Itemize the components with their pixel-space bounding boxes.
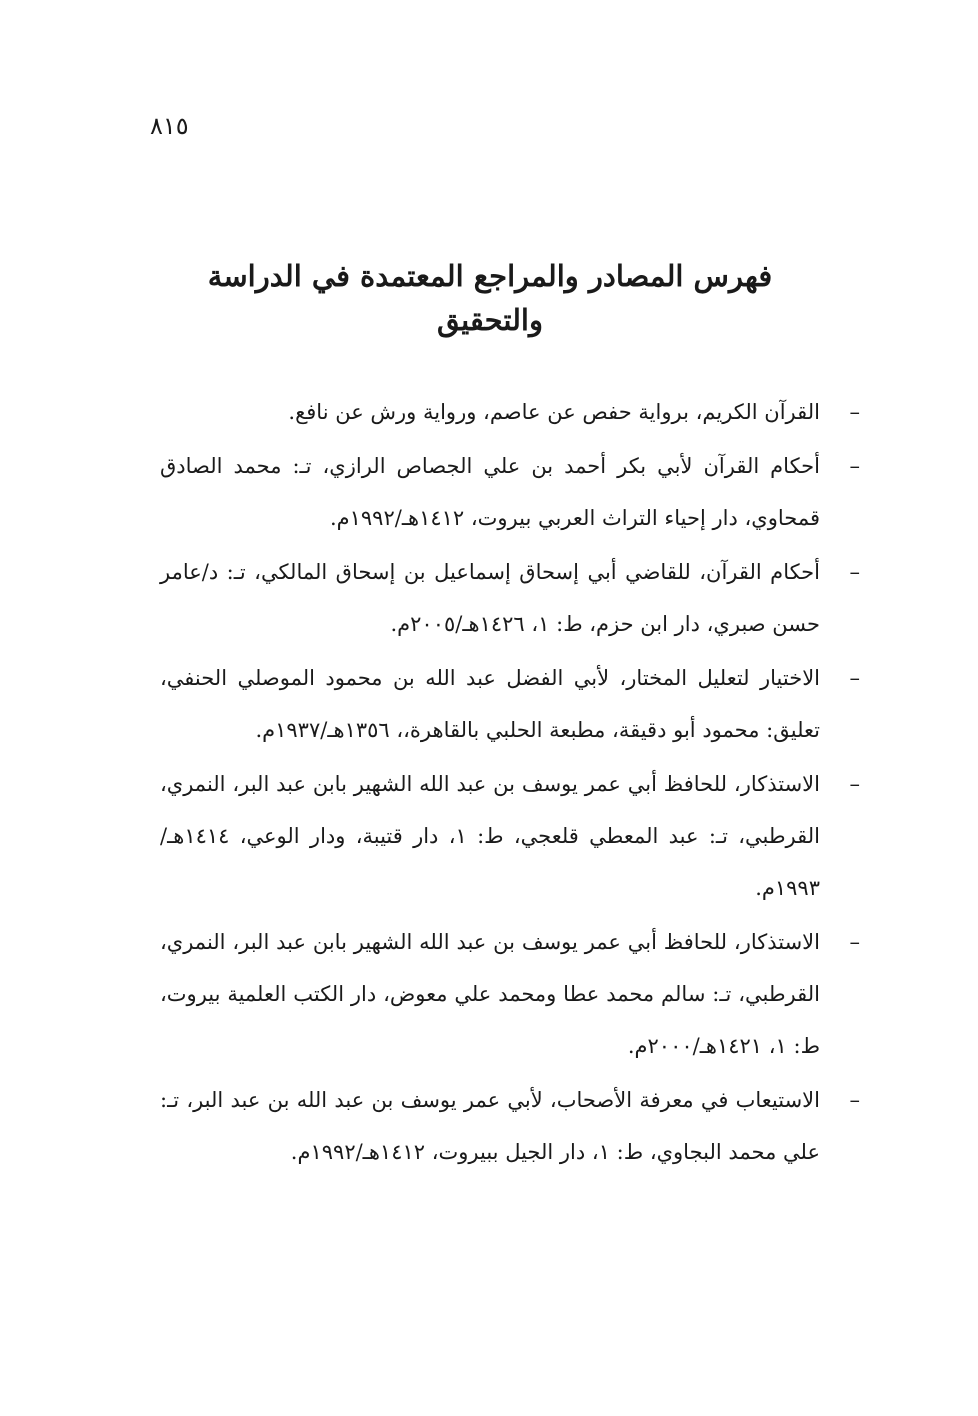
bibliography-entry	[160, 440, 860, 544]
bibliography-entry	[160, 758, 860, 914]
entry-text: الاختيار لتعليل المختار، لأبي الفضل عبد الله بن محمود الموصلي الحنفي، تعليق: محمود أبو دقيقة، مطبعة الحلبي بالقاهرة،، ١٣٥٦هـ/١٩٣٧م.	[160, 666, 820, 742]
entry-text: القرآن الكريم، برواية حفص عن عاصم، ورواية ورش عن نافع.	[288, 400, 820, 424]
page-number: ٨١٥	[150, 112, 189, 140]
bibliography-entry	[160, 1074, 860, 1178]
entry-dash: –	[849, 772, 860, 796]
bibliography-entry	[160, 386, 860, 438]
entry-dash: –	[849, 930, 860, 954]
entry-dash: –	[849, 1088, 860, 1112]
bibliography-entry	[160, 916, 860, 1072]
entry-text: أحكام القرآن، للقاضي أبي إسحاق إسماعيل بن إسحاق المالكي، تـ: د/عامر حسن صبري، دار ابن حزم، ط: ١، ١٤٢٦هـ/٢٠٠٥م.	[160, 560, 820, 636]
page-title: فهرس المصادر والمراجع المعتمدة في الدراسة والتحقيق	[207, 259, 773, 337]
entry-text: الاستذكار، للحافظ أبي عمر يوسف بن عبد الله الشهير بابن عبد البر، النمري، القرطبي، تـ: سالم محمد عطا ومحمد علي معوض، دار الكتب العلمية بيروت، ط: ١، ١٤٢١هـ/٢٠٠٠م.	[160, 930, 820, 1058]
entry-text: الاستذكار، للحافظ أبي عمر يوسف بن عبد الله الشهير بابن عبد البر، النمري، القرطبي، تـ: عبد المعطي قلعجي، ط: ١، دار قتيبة، ودار الوعي، ١٤١٤هـ/١٩٩٣م.	[160, 772, 820, 900]
entry-dash: –	[849, 560, 860, 584]
entry-text: الاستيعاب في معرفة الأصحاب، لأبي عمر يوسف بن عبد الله بن عبد البر، تـ: علي محمد البجاوي، ط: ١، دار الجيل ببيروت، ١٤١٢هـ/١٩٩٢م.	[160, 1088, 820, 1164]
bibliography-entry	[160, 652, 860, 756]
entry-text: أحكام القرآن لأبي بكر أحمد بن علي الجصاص الرازي، تـ: محمد الصادق قمحاوي، دار إحياء التراث العربي بيروت، ١٤١٢هـ/١٩٩٢م.	[160, 454, 820, 530]
entry-dash: –	[849, 454, 860, 478]
entry-dash: –	[849, 400, 860, 424]
bibliography-entry	[160, 546, 860, 650]
bibliography-list	[160, 386, 860, 1180]
entry-dash: –	[849, 666, 860, 690]
